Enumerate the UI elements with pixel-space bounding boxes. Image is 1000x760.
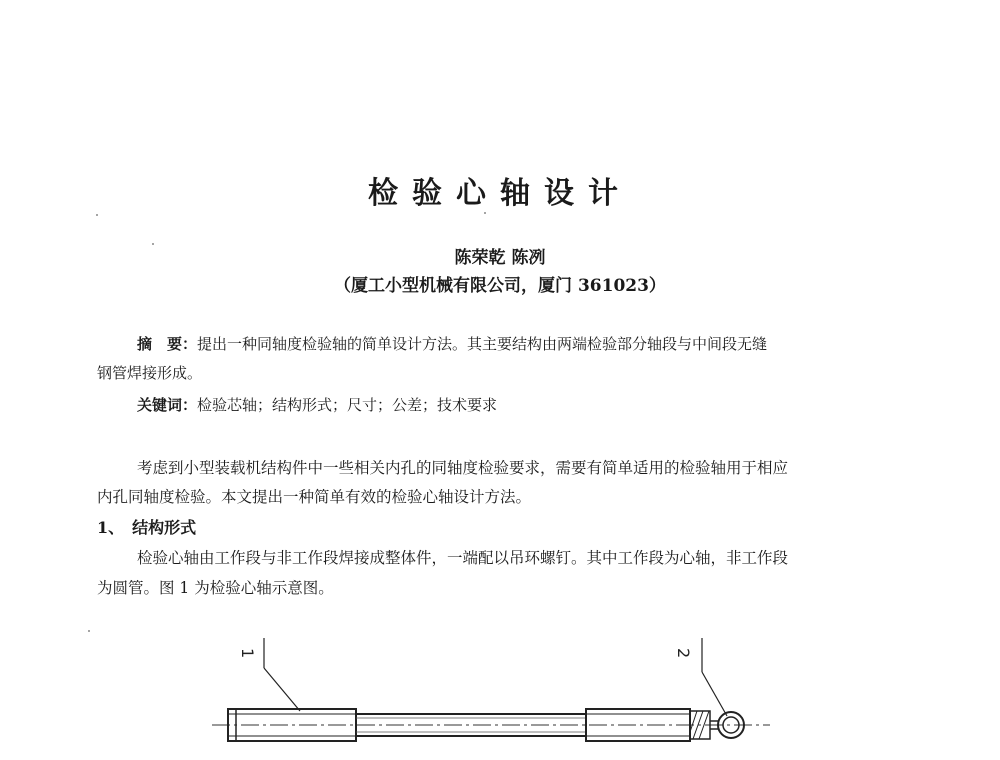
section-1-line-2: 为圆管。图 1 为检验心轴示意图。 [97,579,334,597]
part-label-2: 2 [674,648,693,659]
scan-speck [96,214,98,216]
figure-1-mandrel-drawing [0,620,1000,760]
abstract-text-1: 提出一种同轴度检验轴的简单设计方法。其主要结构由两端检验部分轴段与中间段无缝 [197,335,768,353]
keywords-label: 关键词： [137,396,198,414]
keywords-text: 检验芯轴；结构形式；尺寸；公差；技术要求 [197,396,498,414]
keywords-line [137,394,497,415]
abstract-label: 摘 要： [137,335,198,353]
intro-line-2: 内孔同轴度检验。本文提出一种简单有效的检验心轴设计方法。 [97,488,532,506]
part-label-1: 1 [238,648,257,659]
paper-title: 检验心轴设计 [368,176,632,211]
scan-speck [484,212,486,214]
author-affiliation: （厦工小型机械有限公司，厦门 361023） [334,276,666,296]
intro-line-1: 考虑到小型装载机结构件中一些相关内孔的同轴度检验要求，需要有简单适用的检验轴用于相应 [137,459,789,477]
section-1-line-1: 检验心轴由工作段与非工作段焊接成整体件，一端配以吊环螺钉。其中工作段为心轴，非工作段 [137,549,789,567]
leader-line-1 [264,638,300,711]
abstract-line-1 [137,333,767,354]
section-1-heading: 1、 结构形式 [97,518,197,537]
author-names: 陈荣乾 陈冽 [454,248,546,268]
abstract-text-2: 钢管焊接形成。 [97,364,203,382]
leader-line-2 [702,638,727,716]
